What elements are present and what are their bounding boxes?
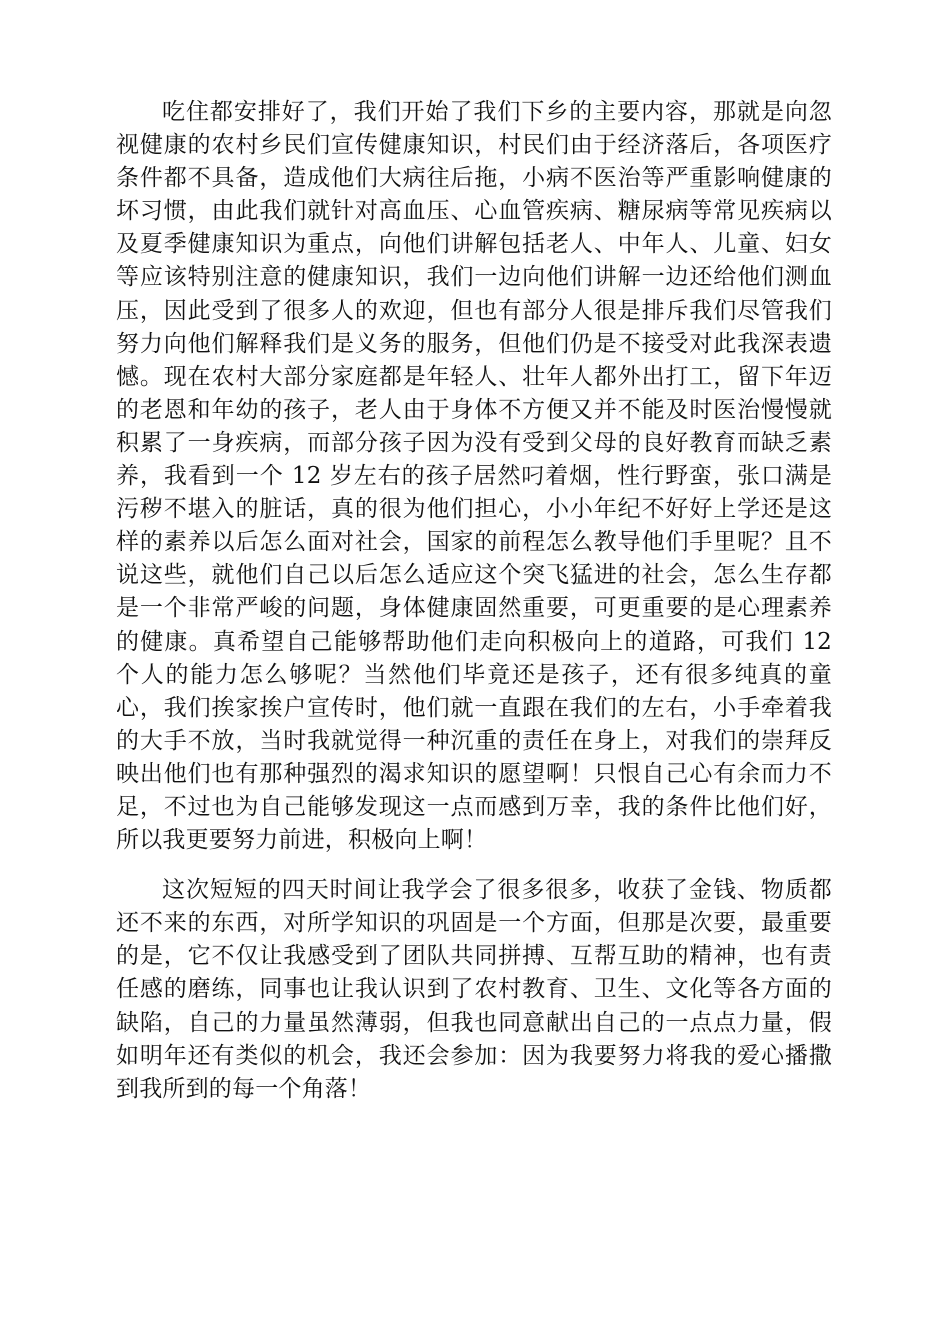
paragraph-1: 吃住都安排好了，我们开始了我们下乡的主要内容，那就是向忽视健康的农村乡民们宣传健康知识，村民们由于经济落后，各项医疗条件都不具备，造成他们大病往后拖，小病不医治等严重影响健康的坏习惯，由此我们就针对高血压、心血管疾病、糖尿病等常见疾病以及夏季健康知识为重点，向他们讲解包括老人、中年人、儿童、妇女等应该特别注意的健康知识，我们一边向他们讲解一边还给他们测血压，因此受到了很多人的欢迎，但也有部分人很是排斥我们尽管我们努力向他们解释我们是义务的服务，但他们仍是不接受对此我深表遗憾。现在农村大部分家庭都是年轻人、壮年人都外出打工，留下年迈的老恩和年幼的孩子，老人由于身体不方便又并不能及时医治慢慢就积累了一身疾病，而部分孩子因为没有受到父母的良好教育而缺乏素养，我看到一个 12 岁左右的孩子居然叼着烟，性行野蛮，张口满是污秽不堪入的脏话，真的很为他们担心，小小年纪不好好上学还是这样的素养以后怎么面对社会，国家的前程怎么教导他们手里呢？且不说这些，就他们自己以后怎么适应这个突飞猛进的社会，怎么生存都是一个非常严峻的问题，身体健康固然重要，可更重要的是心理素养的健康。真希望自己能够帮助他们走向积极向上的道路，可我们 12 个人的能力怎么够呢？当然他们毕竟还是孩子，还有很多纯真的童心，我们挨家挨户宣传时，他们就一直跟在我们的左右，小手牵着我的大手不放，当时我就觉得一种沉重的责任在身上，对我们的崇拜反映出他们也有那种强烈的渴求知识的愿望啊！只恨自己心有余而力不足，不过也为自己能够发现这一点而感到万幸，我的条件比他们好，所以我更要努力前进，积极向上啊！	[116, 99, 832, 854]
paragraph-2: 这次短短的四天时间让我学会了很多很多，收获了金钱、物质都还不来的东西，对所学知识的巩固是一个方面，但那是次要，最重要的是，它不仅让我感受到了团队共同拼搏、互帮互助的精神，也有责任感的磨练，同事也让我认识到了农村教育、卫生、文化等各方面的缺陷，自己的力量虽然薄弱，但我也同意献出自己的一点点力量，假如明年还有类似的机会，我还会参加：因为我要努力将我的爱心播撒到我所到的每一个角落！	[116, 877, 832, 1102]
document-body	[116, 96, 832, 1106]
